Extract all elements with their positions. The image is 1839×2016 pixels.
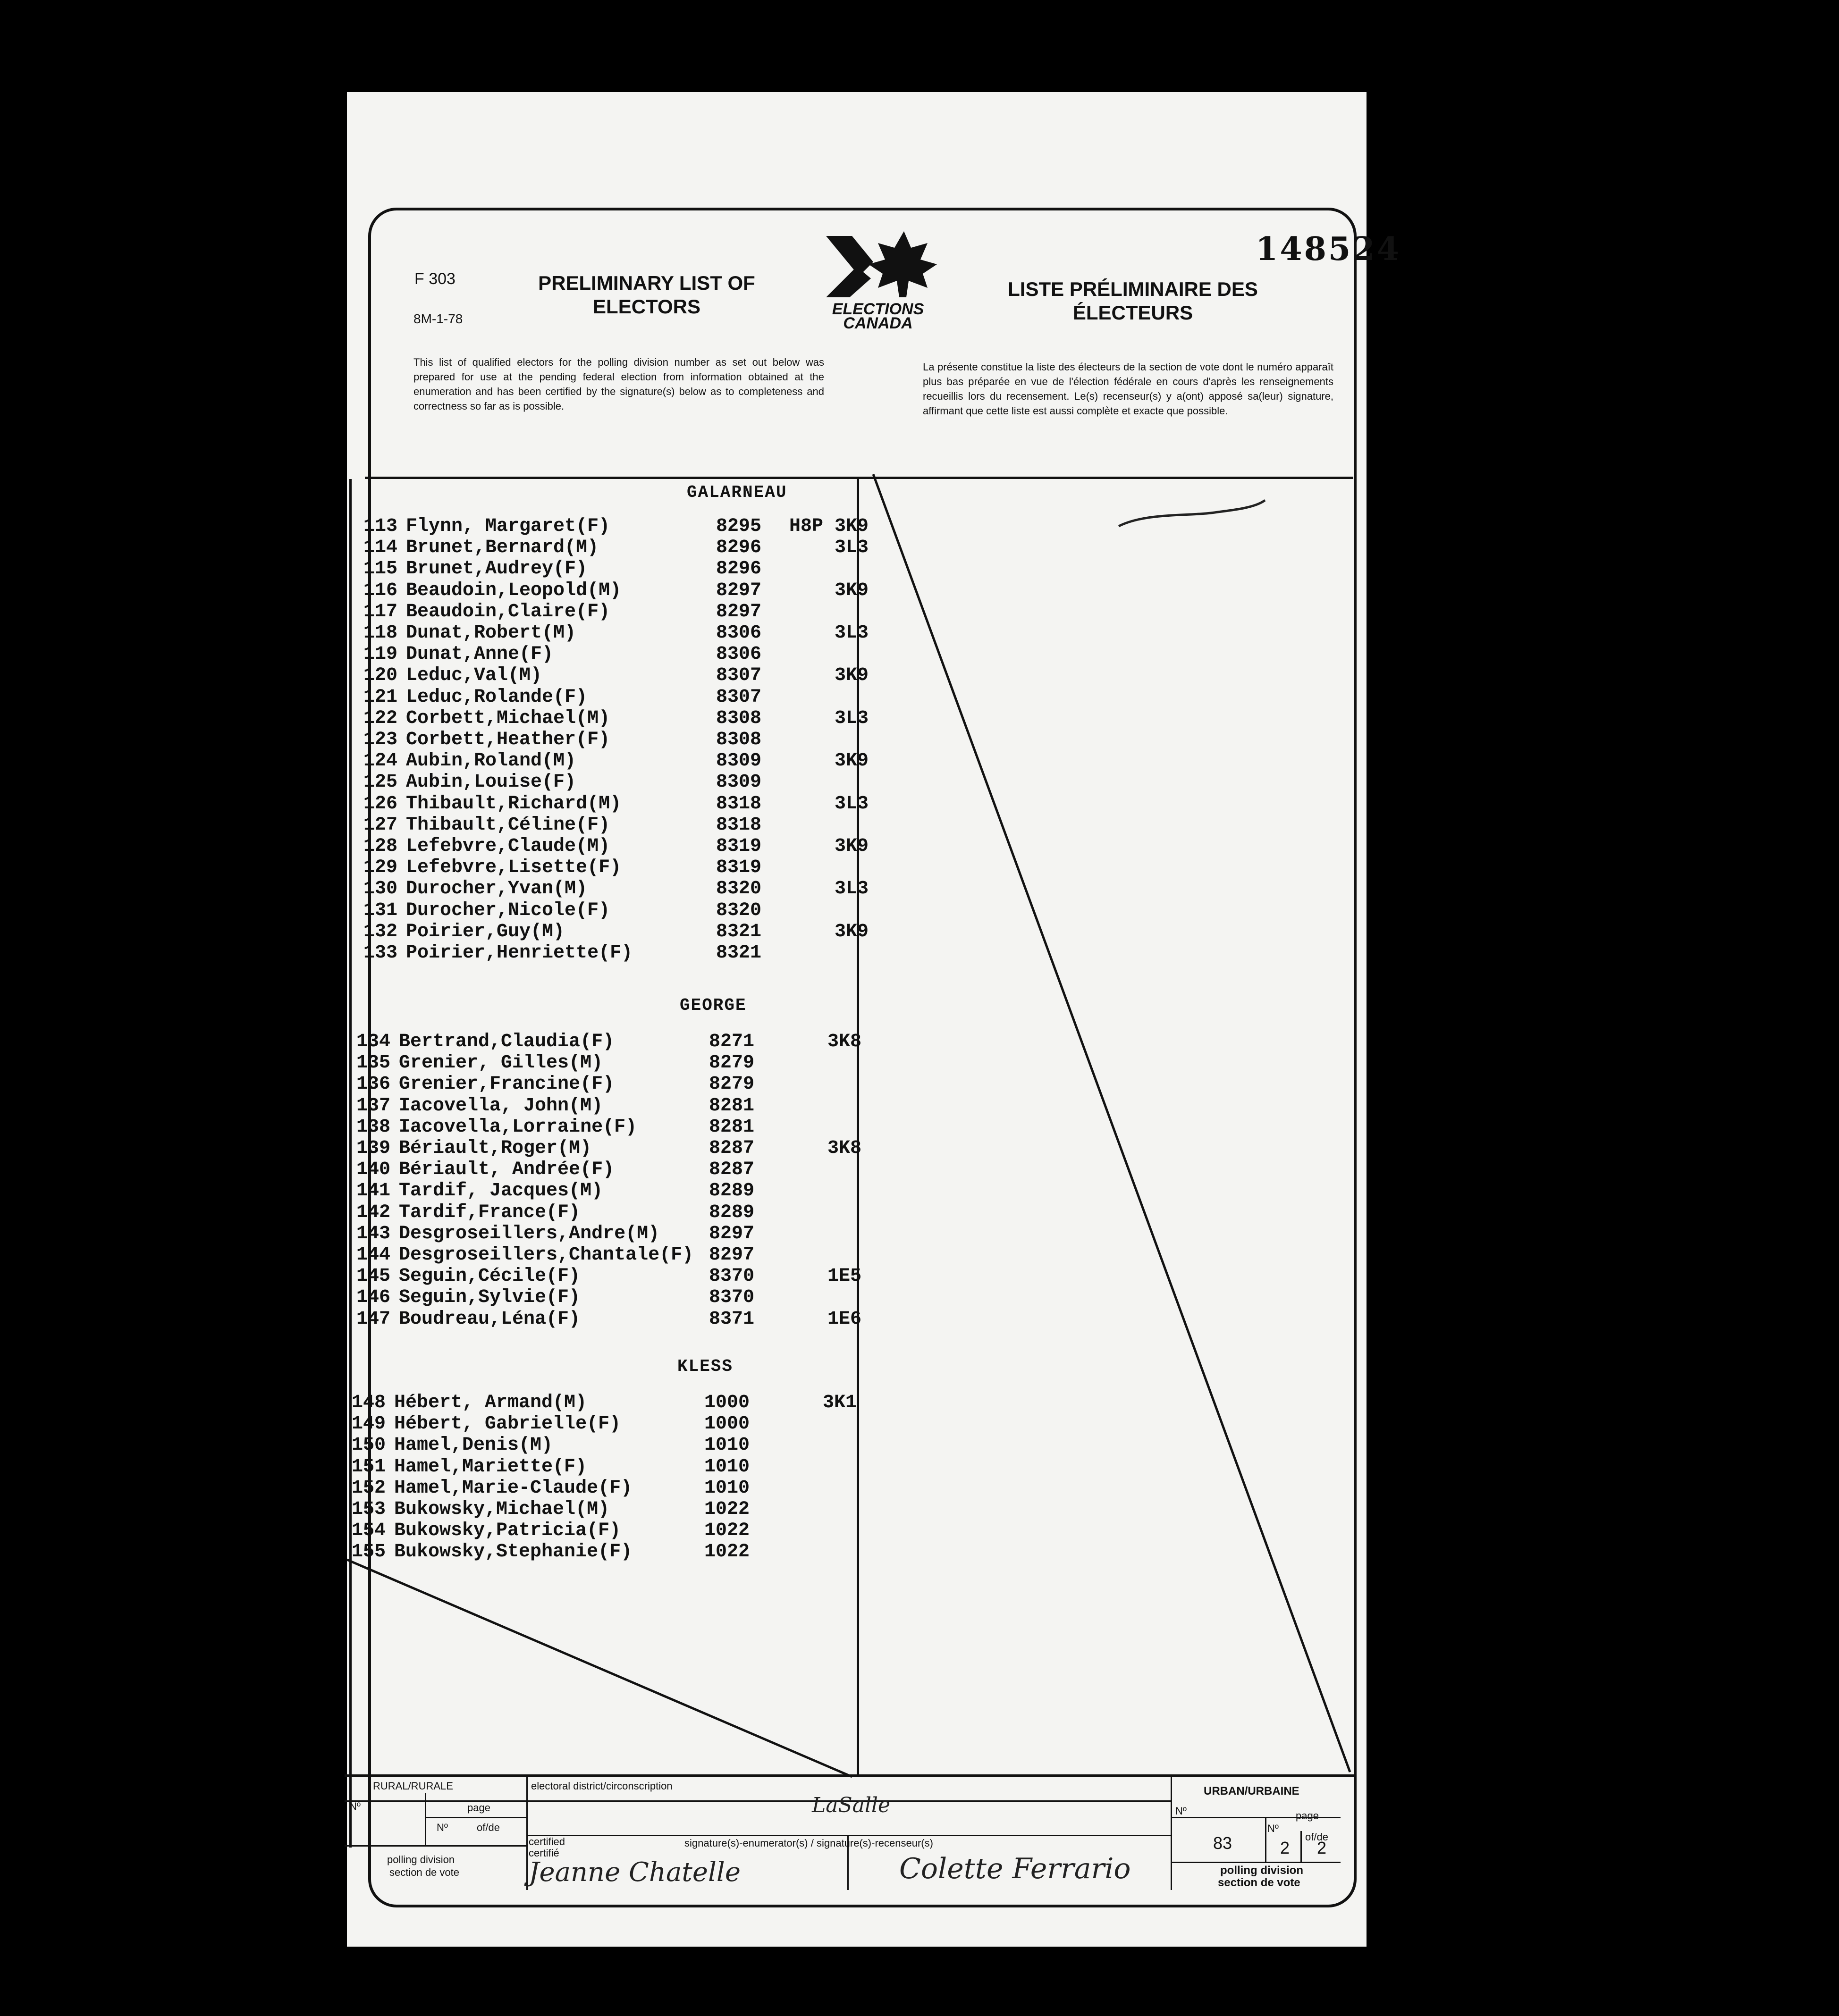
elector-row bbox=[363, 836, 873, 857]
elector-postal-code: 3K8 bbox=[827, 1031, 861, 1052]
elector-row bbox=[352, 1413, 861, 1435]
elector-number: 126 bbox=[363, 793, 398, 815]
elector-name: Brunet,Bernard(M) bbox=[406, 537, 599, 559]
elector-address: 8309 bbox=[716, 750, 761, 772]
elector-row bbox=[356, 1074, 866, 1095]
elector-name: Hamel,Denis(M) bbox=[394, 1435, 553, 1456]
elector-row bbox=[356, 1052, 866, 1074]
elector-address: 8297 bbox=[709, 1244, 754, 1266]
elector-row bbox=[363, 772, 873, 793]
street-heading: KLESS bbox=[677, 1357, 734, 1376]
elector-number: 120 bbox=[363, 665, 398, 687]
elector-name: Seguin,Sylvie(F) bbox=[399, 1287, 581, 1309]
elector-address: 1022 bbox=[704, 1499, 750, 1520]
elector-address: 8308 bbox=[716, 707, 761, 729]
elector-row bbox=[356, 1202, 866, 1223]
urban-polling-label: polling division bbox=[1220, 1864, 1303, 1877]
elector-postal-code: 3K9 bbox=[834, 750, 869, 772]
elector-number: 122 bbox=[363, 707, 398, 729]
elector-address: 8296 bbox=[716, 537, 761, 559]
elector-row bbox=[363, 580, 873, 601]
elector-number: 135 bbox=[356, 1052, 391, 1074]
elector-row bbox=[363, 729, 873, 750]
elector-name: Poirier,Guy(M) bbox=[406, 921, 565, 942]
elector-address: 8289 bbox=[709, 1201, 754, 1223]
page-number: 2 bbox=[1280, 1838, 1290, 1857]
elector-address: 1022 bbox=[704, 1520, 750, 1542]
elector-row bbox=[363, 750, 873, 772]
elector-name: Seguin,Cécile(F) bbox=[399, 1266, 581, 1287]
elector-address: 1010 bbox=[704, 1456, 750, 1478]
elector-name: Thibault,Céline(F) bbox=[406, 814, 610, 836]
elector-name: Flynn, Margaret(F) bbox=[406, 516, 610, 537]
elector-number: 143 bbox=[356, 1223, 391, 1244]
rural-page-label: page bbox=[467, 1802, 490, 1814]
elector-address: 8287 bbox=[709, 1159, 754, 1181]
elector-row bbox=[356, 1138, 866, 1159]
elector-postal-code: 3K8 bbox=[827, 1138, 861, 1159]
elector-name: Dunat,Anne(F) bbox=[406, 644, 554, 665]
elector-postal-code: 3L3 bbox=[834, 707, 869, 729]
elector-address: 8306 bbox=[716, 644, 761, 665]
elector-name: Corbett,Heather(F) bbox=[406, 729, 610, 750]
elector-name: Lefebvre,Lisette(F) bbox=[406, 857, 622, 879]
elector-number: 130 bbox=[363, 878, 398, 900]
footer-divider-right bbox=[1171, 1777, 1172, 1890]
rural-no-label: Nº bbox=[349, 1800, 361, 1812]
elector-row bbox=[363, 900, 873, 921]
elector-row bbox=[363, 644, 873, 665]
elector-number: 118 bbox=[363, 622, 398, 644]
elector-name: Bukowsky,Stephanie(F) bbox=[394, 1541, 633, 1563]
elector-row bbox=[352, 1478, 861, 1499]
elector-row bbox=[356, 1031, 866, 1052]
elector-row bbox=[356, 1309, 866, 1330]
elector-address: 8297 bbox=[716, 580, 761, 601]
enumerator-signature-2: Colette Ferrario bbox=[899, 1852, 1131, 1885]
elector-name: Grenier,Francine(F) bbox=[399, 1074, 615, 1095]
urban-page-divider bbox=[1300, 1831, 1302, 1862]
elector-number: 113 bbox=[363, 516, 398, 537]
elector-row bbox=[363, 665, 873, 686]
elector-row bbox=[363, 815, 873, 836]
rural-box-divider bbox=[425, 1793, 426, 1845]
elector-number: 148 bbox=[352, 1392, 386, 1413]
elector-name: Leduc,Rolande(F) bbox=[406, 686, 588, 708]
rural-of-label: of/de bbox=[477, 1822, 500, 1833]
elector-number: 154 bbox=[352, 1520, 386, 1542]
elector-postal-code: 3K9 bbox=[834, 836, 869, 857]
elector-row bbox=[363, 622, 873, 644]
elector-name: Durocher,Yvan(M) bbox=[406, 878, 588, 900]
elector-address: 8287 bbox=[709, 1138, 754, 1159]
elector-name: Grenier, Gilles(M) bbox=[399, 1052, 603, 1074]
elector-row bbox=[352, 1392, 861, 1413]
elector-address: 8295 bbox=[716, 516, 761, 537]
elector-number: 140 bbox=[356, 1159, 391, 1181]
elector-postal-code: H8P 3K9 bbox=[789, 516, 869, 537]
elector-row bbox=[363, 558, 873, 580]
elector-number: 134 bbox=[356, 1031, 391, 1052]
elector-name: Bukowsky,Patricia(F) bbox=[394, 1520, 621, 1542]
elector-postal-code: 1E5 bbox=[827, 1266, 861, 1287]
elector-number: 123 bbox=[363, 729, 398, 750]
elector-number: 121 bbox=[363, 686, 398, 708]
elector-address: 8318 bbox=[716, 814, 761, 836]
elector-number: 129 bbox=[363, 857, 398, 879]
rural-polling-label: polling division bbox=[387, 1854, 455, 1865]
title-english: PRELIMINARY LIST OF ELECTORS bbox=[538, 272, 755, 318]
elector-postal-code: 3K9 bbox=[834, 921, 869, 942]
elector-number: 150 bbox=[352, 1435, 386, 1456]
elector-name: Hébert, Armand(M) bbox=[394, 1392, 587, 1413]
elector-number: 128 bbox=[363, 836, 398, 857]
title-french: LISTE PRÉLIMINAIRE DES ÉLECTEURS bbox=[1008, 278, 1258, 324]
elector-address: 8321 bbox=[716, 942, 761, 964]
elector-number: 153 bbox=[352, 1499, 386, 1520]
elector-row bbox=[356, 1244, 866, 1266]
elector-number: 137 bbox=[356, 1095, 391, 1117]
elector-row bbox=[356, 1287, 866, 1308]
elector-number: 144 bbox=[356, 1244, 391, 1266]
elector-address: 8318 bbox=[716, 793, 761, 815]
certified-label-fr: certifié bbox=[529, 1847, 559, 1859]
elector-postal-code: 3L3 bbox=[834, 537, 869, 559]
elector-address: 8296 bbox=[716, 558, 761, 580]
signature-label: signature(s)-enumerator(s) / signature(s)-recenseur(s) bbox=[684, 1837, 933, 1849]
elector-row bbox=[363, 793, 873, 815]
elector-name: Hébert, Gabrielle(F) bbox=[394, 1413, 621, 1435]
polling-division-number: 83 bbox=[1213, 1833, 1232, 1853]
rural-page-no-label: Nº bbox=[437, 1822, 448, 1833]
elector-number: 147 bbox=[356, 1308, 391, 1330]
elector-name: Iacovella,Lorraine(F) bbox=[399, 1116, 637, 1138]
urban-page-no-label: Nº bbox=[1267, 1823, 1279, 1834]
intro-text-french: La présente constitue la liste des électeurs de la section de vote dont le numéro apparaît plus bas préparée en vue de l'élection fédérale en cours d'après les renseignements recueillis lors du recensement. Le(s) recenseur(s) y a(ont) apposé sa(leur) signature, affirmant que cette liste est aussi complète et exacte que possible. bbox=[923, 361, 1333, 417]
elector-name: Bukowsky,Michael(M) bbox=[394, 1499, 610, 1520]
elector-number: 141 bbox=[356, 1180, 391, 1202]
urban-of-label: of/de bbox=[1305, 1831, 1328, 1843]
elector-number: 125 bbox=[363, 772, 398, 793]
elector-number: 151 bbox=[352, 1456, 386, 1478]
elector-name: Beaudoin,Leopold(M) bbox=[406, 580, 622, 601]
footer-divider-left bbox=[526, 1777, 528, 1890]
rural-label: RURAL/RURALE bbox=[373, 1780, 453, 1792]
elector-postal-code: 3L3 bbox=[834, 793, 869, 815]
elector-number: 145 bbox=[356, 1266, 391, 1287]
elector-address: 8297 bbox=[716, 601, 761, 622]
elector-number: 149 bbox=[352, 1413, 386, 1435]
elector-name: Tardif, Jacques(M) bbox=[399, 1180, 603, 1202]
street-heading: GALARNEAU bbox=[687, 483, 787, 502]
elector-address: 8297 bbox=[709, 1223, 754, 1244]
elector-row bbox=[356, 1159, 866, 1180]
elector-address: 1010 bbox=[704, 1477, 750, 1499]
elector-address: 8321 bbox=[716, 921, 761, 942]
rural-page-line bbox=[425, 1817, 526, 1818]
urban-label: URBAN/URBAINE bbox=[1204, 1785, 1299, 1798]
form-code: F 303 bbox=[414, 270, 456, 288]
elector-name: Poirier,Henriette(F) bbox=[406, 942, 633, 964]
elector-row bbox=[363, 537, 873, 558]
elector-postal-code: 3L3 bbox=[834, 622, 869, 644]
urban-bottom-line bbox=[1171, 1862, 1341, 1863]
elector-address: 8370 bbox=[709, 1266, 754, 1287]
elector-number: 116 bbox=[363, 580, 398, 601]
elector-number: 139 bbox=[356, 1138, 391, 1159]
elector-number: 131 bbox=[363, 899, 398, 921]
elector-name: Lefebvre,Claude(M) bbox=[406, 836, 610, 857]
logo-caption: ELECTIONS CANADA bbox=[832, 300, 924, 332]
elector-row bbox=[352, 1456, 861, 1478]
elector-address: 8370 bbox=[709, 1287, 754, 1309]
elector-address: 8307 bbox=[716, 665, 761, 687]
elector-name: Desgroseillers,Chantale(F) bbox=[399, 1244, 694, 1266]
elector-postal-code: 3K1 bbox=[822, 1392, 857, 1413]
urban-page-label: page bbox=[1296, 1810, 1319, 1822]
elector-name: Beaudoin,Claire(F) bbox=[406, 601, 610, 622]
elector-address: 1000 bbox=[704, 1413, 750, 1435]
elector-address: 1010 bbox=[704, 1435, 750, 1456]
elector-number: 146 bbox=[356, 1287, 391, 1309]
elector-name: Desgroseillers,Andre(M) bbox=[399, 1223, 660, 1244]
urban-no-label: Nº bbox=[1175, 1805, 1187, 1817]
elector-number: 117 bbox=[363, 601, 398, 622]
elector-number: 127 bbox=[363, 814, 398, 836]
urban-box-divider bbox=[1265, 1817, 1266, 1862]
intro-text-english: This list of qualified electors for the polling division number as set out below was prepared for use at the pending federal election from information obtained at the enumeration and has been certified by the signature(s) below as to completeness and correctness so far as is possible. bbox=[413, 356, 824, 412]
elector-number: 133 bbox=[363, 942, 398, 964]
elector-address: 8306 bbox=[716, 622, 761, 644]
elector-row bbox=[363, 516, 873, 537]
elector-name: Brunet,Audrey(F) bbox=[406, 558, 588, 580]
elector-address: 8309 bbox=[716, 772, 761, 793]
elector-address: 8279 bbox=[709, 1052, 754, 1074]
elector-address: 1000 bbox=[704, 1392, 750, 1413]
street-heading: GEORGE bbox=[680, 996, 747, 1015]
document-number: 148524 bbox=[1256, 230, 1401, 268]
elector-postal-code: 3K9 bbox=[834, 580, 869, 601]
elector-row bbox=[356, 1095, 866, 1117]
elector-name: Aubin,Roland(M) bbox=[406, 750, 576, 772]
elector-postal-code: 3L3 bbox=[834, 878, 869, 900]
elector-name: Thibault,Richard(M) bbox=[406, 793, 622, 815]
district-value: LaSalle bbox=[812, 1793, 891, 1817]
elector-number: 124 bbox=[363, 750, 398, 772]
elector-row bbox=[363, 708, 873, 729]
elector-row bbox=[356, 1223, 866, 1244]
elector-name: Aubin,Louise(F) bbox=[406, 772, 576, 793]
elector-name: Hamel,Marie-Claude(F) bbox=[394, 1477, 633, 1499]
elector-name: Corbett,Michael(M) bbox=[406, 707, 610, 729]
elector-row bbox=[356, 1117, 866, 1138]
elector-address: 8308 bbox=[716, 729, 761, 750]
elector-address: 8271 bbox=[709, 1031, 754, 1052]
signature-line bbox=[526, 1835, 1171, 1836]
elector-postal-code: 1E6 bbox=[827, 1308, 861, 1330]
elector-address: 1022 bbox=[704, 1541, 750, 1563]
elector-name: Bertrand,Claudia(F) bbox=[399, 1031, 615, 1052]
elector-postal-code: 3K9 bbox=[834, 665, 869, 687]
certified-label: certified bbox=[529, 1836, 565, 1848]
elector-address: 8319 bbox=[716, 857, 761, 879]
elector-name: Boudreau,Léna(F) bbox=[399, 1308, 581, 1330]
elector-address: 8307 bbox=[716, 686, 761, 708]
elector-name: Hamel,Mariette(F) bbox=[394, 1456, 587, 1478]
elector-address: 8281 bbox=[709, 1116, 754, 1138]
elector-row bbox=[356, 1266, 866, 1287]
elector-name: Durocher,Nicole(F) bbox=[406, 899, 610, 921]
rural-bottom-line bbox=[345, 1845, 526, 1847]
form-date: 8M-1-78 bbox=[413, 311, 463, 326]
elector-row bbox=[363, 921, 873, 942]
elector-row bbox=[363, 857, 873, 878]
elector-address: 8371 bbox=[709, 1308, 754, 1330]
elector-name: Tardif,France(F) bbox=[399, 1201, 581, 1223]
elector-number: 132 bbox=[363, 921, 398, 942]
elector-number: 136 bbox=[356, 1074, 391, 1095]
elector-number: 119 bbox=[363, 644, 398, 665]
elector-name: Dunat,Robert(M) bbox=[406, 622, 576, 644]
elector-address: 8319 bbox=[716, 836, 761, 857]
elector-row bbox=[352, 1435, 861, 1456]
elector-number: 115 bbox=[363, 558, 398, 580]
elector-row bbox=[363, 687, 873, 708]
elector-row bbox=[352, 1520, 861, 1541]
urban-polling-label-fr: section de vote bbox=[1218, 1876, 1300, 1889]
elector-name: Leduc,Val(M) bbox=[406, 665, 542, 687]
rural-polling-label-fr: section de vote bbox=[389, 1866, 459, 1878]
elector-number: 142 bbox=[356, 1201, 391, 1223]
elector-address: 8279 bbox=[709, 1074, 754, 1095]
elector-row bbox=[352, 1541, 861, 1562]
elector-address: 8320 bbox=[716, 899, 761, 921]
elector-row bbox=[363, 601, 873, 622]
elector-address: 8289 bbox=[709, 1180, 754, 1202]
elector-row bbox=[363, 878, 873, 899]
elector-number: 152 bbox=[352, 1477, 386, 1499]
page-total: 2 bbox=[1317, 1838, 1327, 1857]
elector-number: 138 bbox=[356, 1116, 391, 1138]
elector-address: 8320 bbox=[716, 878, 761, 900]
elector-row bbox=[363, 942, 873, 964]
elector-row bbox=[352, 1499, 861, 1520]
elector-name: Bériault, Andrée(F) bbox=[399, 1159, 615, 1181]
elector-name: Bériault,Roger(M) bbox=[399, 1138, 592, 1159]
district-label: electoral district/circonscription bbox=[531, 1780, 673, 1792]
elector-number: 114 bbox=[363, 537, 398, 559]
enumerator-signature-1: Jeanne Chatelle bbox=[529, 1857, 741, 1888]
elector-address: 8281 bbox=[709, 1095, 754, 1117]
elector-number: 155 bbox=[352, 1541, 386, 1563]
elector-name: Iacovella, John(M) bbox=[399, 1095, 603, 1117]
elector-row bbox=[356, 1180, 866, 1201]
